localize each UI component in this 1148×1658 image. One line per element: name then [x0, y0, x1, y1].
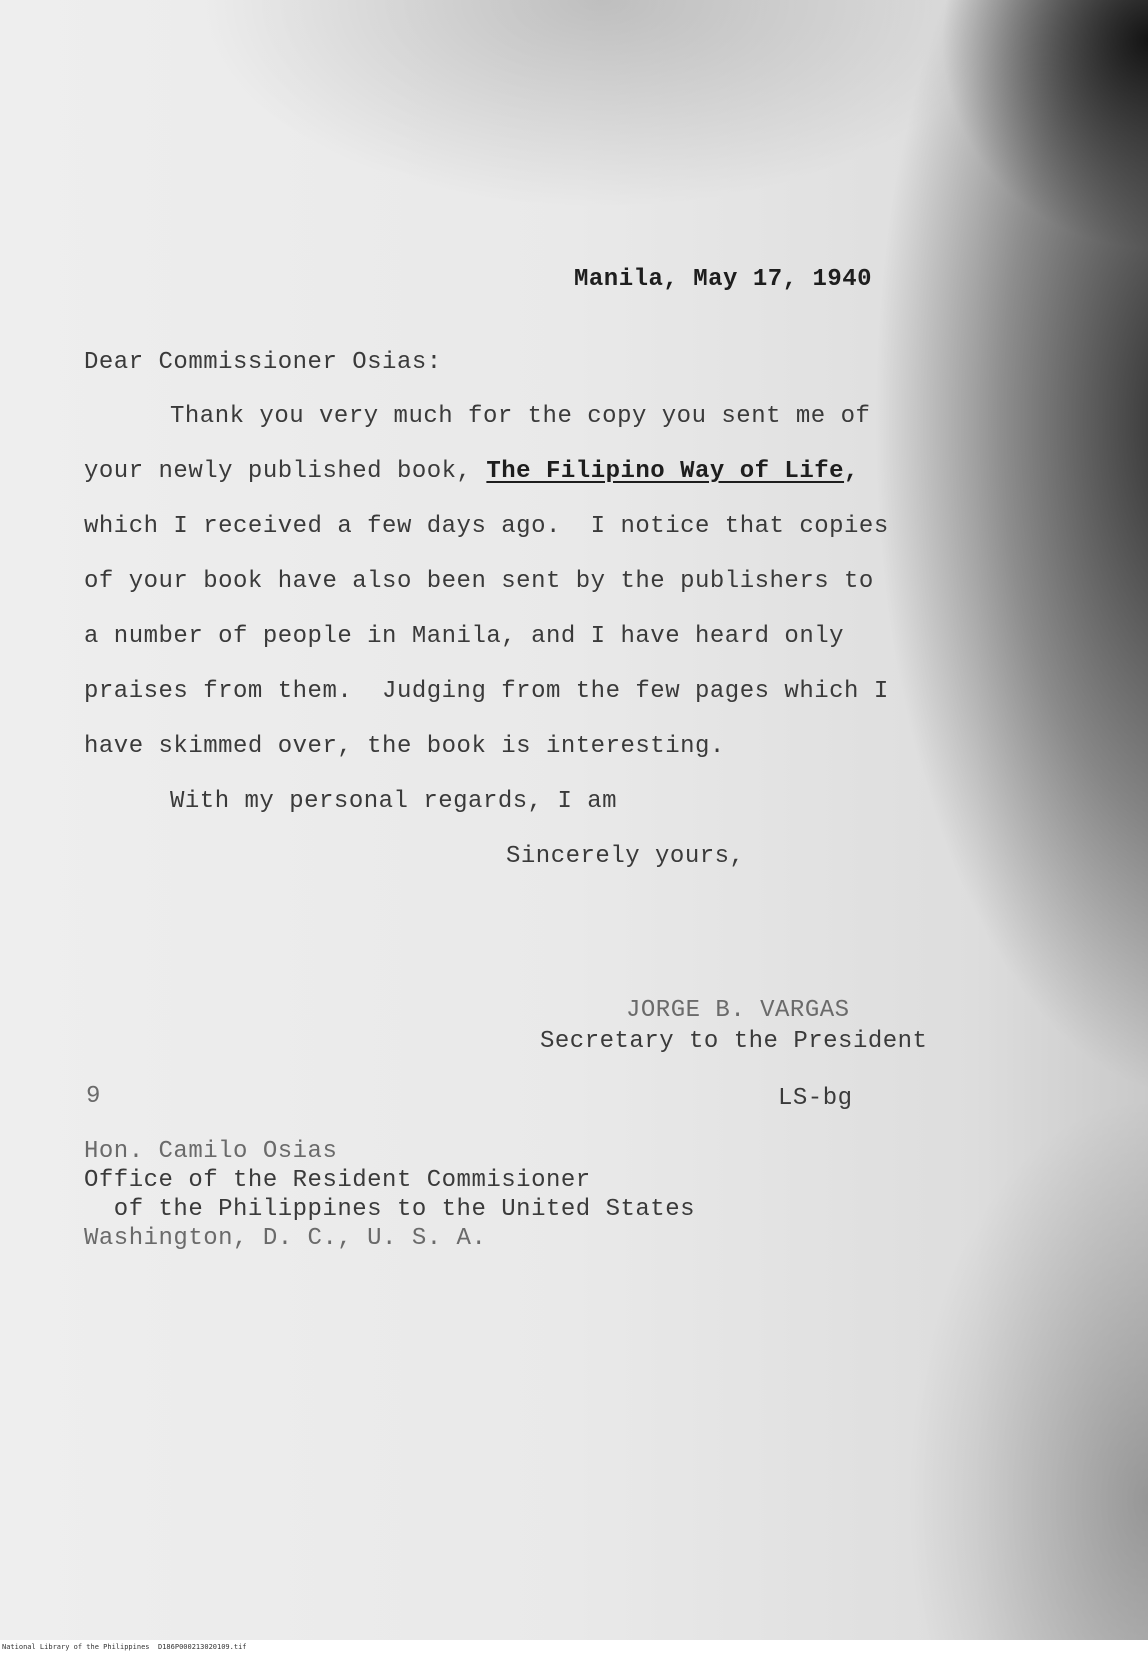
salutation: Dear Commissioner Osias:: [84, 349, 442, 376]
scan-footer: [0, 1640, 1148, 1658]
signer-title: Secretary to the President: [540, 1028, 928, 1055]
body-line: praises from them. Judging from the few pages which I: [84, 678, 889, 705]
address-line: Washington, D. C., U. S. A.: [84, 1225, 487, 1252]
closing-line: With my personal regards, I am: [170, 788, 618, 815]
signer-name: JORGE B. VARGAS: [626, 997, 850, 1024]
body-line: Thank you very much for the copy you sent me of: [170, 403, 871, 430]
letter-date: Manila, May 17, 1940: [574, 266, 873, 293]
book-title-comma: ,: [844, 458, 859, 485]
enclosure-number: 9: [86, 1083, 101, 1110]
reference-initials: LS-bg: [778, 1085, 853, 1112]
body-line: a number of people in Manila, and I have heard only: [84, 623, 845, 650]
address-line: of the Philippines to the United States: [84, 1196, 695, 1223]
body-line: have skimmed over, the book is interesting.: [84, 733, 725, 760]
address-line: Hon. Camilo Osias: [84, 1138, 338, 1165]
footer-file: D186P000213020109.tif: [158, 1643, 247, 1651]
body-line-text: your newly published book,: [84, 458, 487, 485]
address-line: Office of the Resident Commisioner: [84, 1167, 591, 1194]
body-line: of your book have also been sent by the publishers to: [84, 568, 874, 595]
book-title: The Filipino Way of Life: [486, 458, 845, 485]
body-line: which I received a few days ago. I notice that copies: [84, 513, 889, 540]
footer-source: National Library of the Philippines: [2, 1643, 150, 1651]
body-line: [84, 458, 859, 485]
complimentary-close: Sincerely yours,: [506, 843, 745, 870]
